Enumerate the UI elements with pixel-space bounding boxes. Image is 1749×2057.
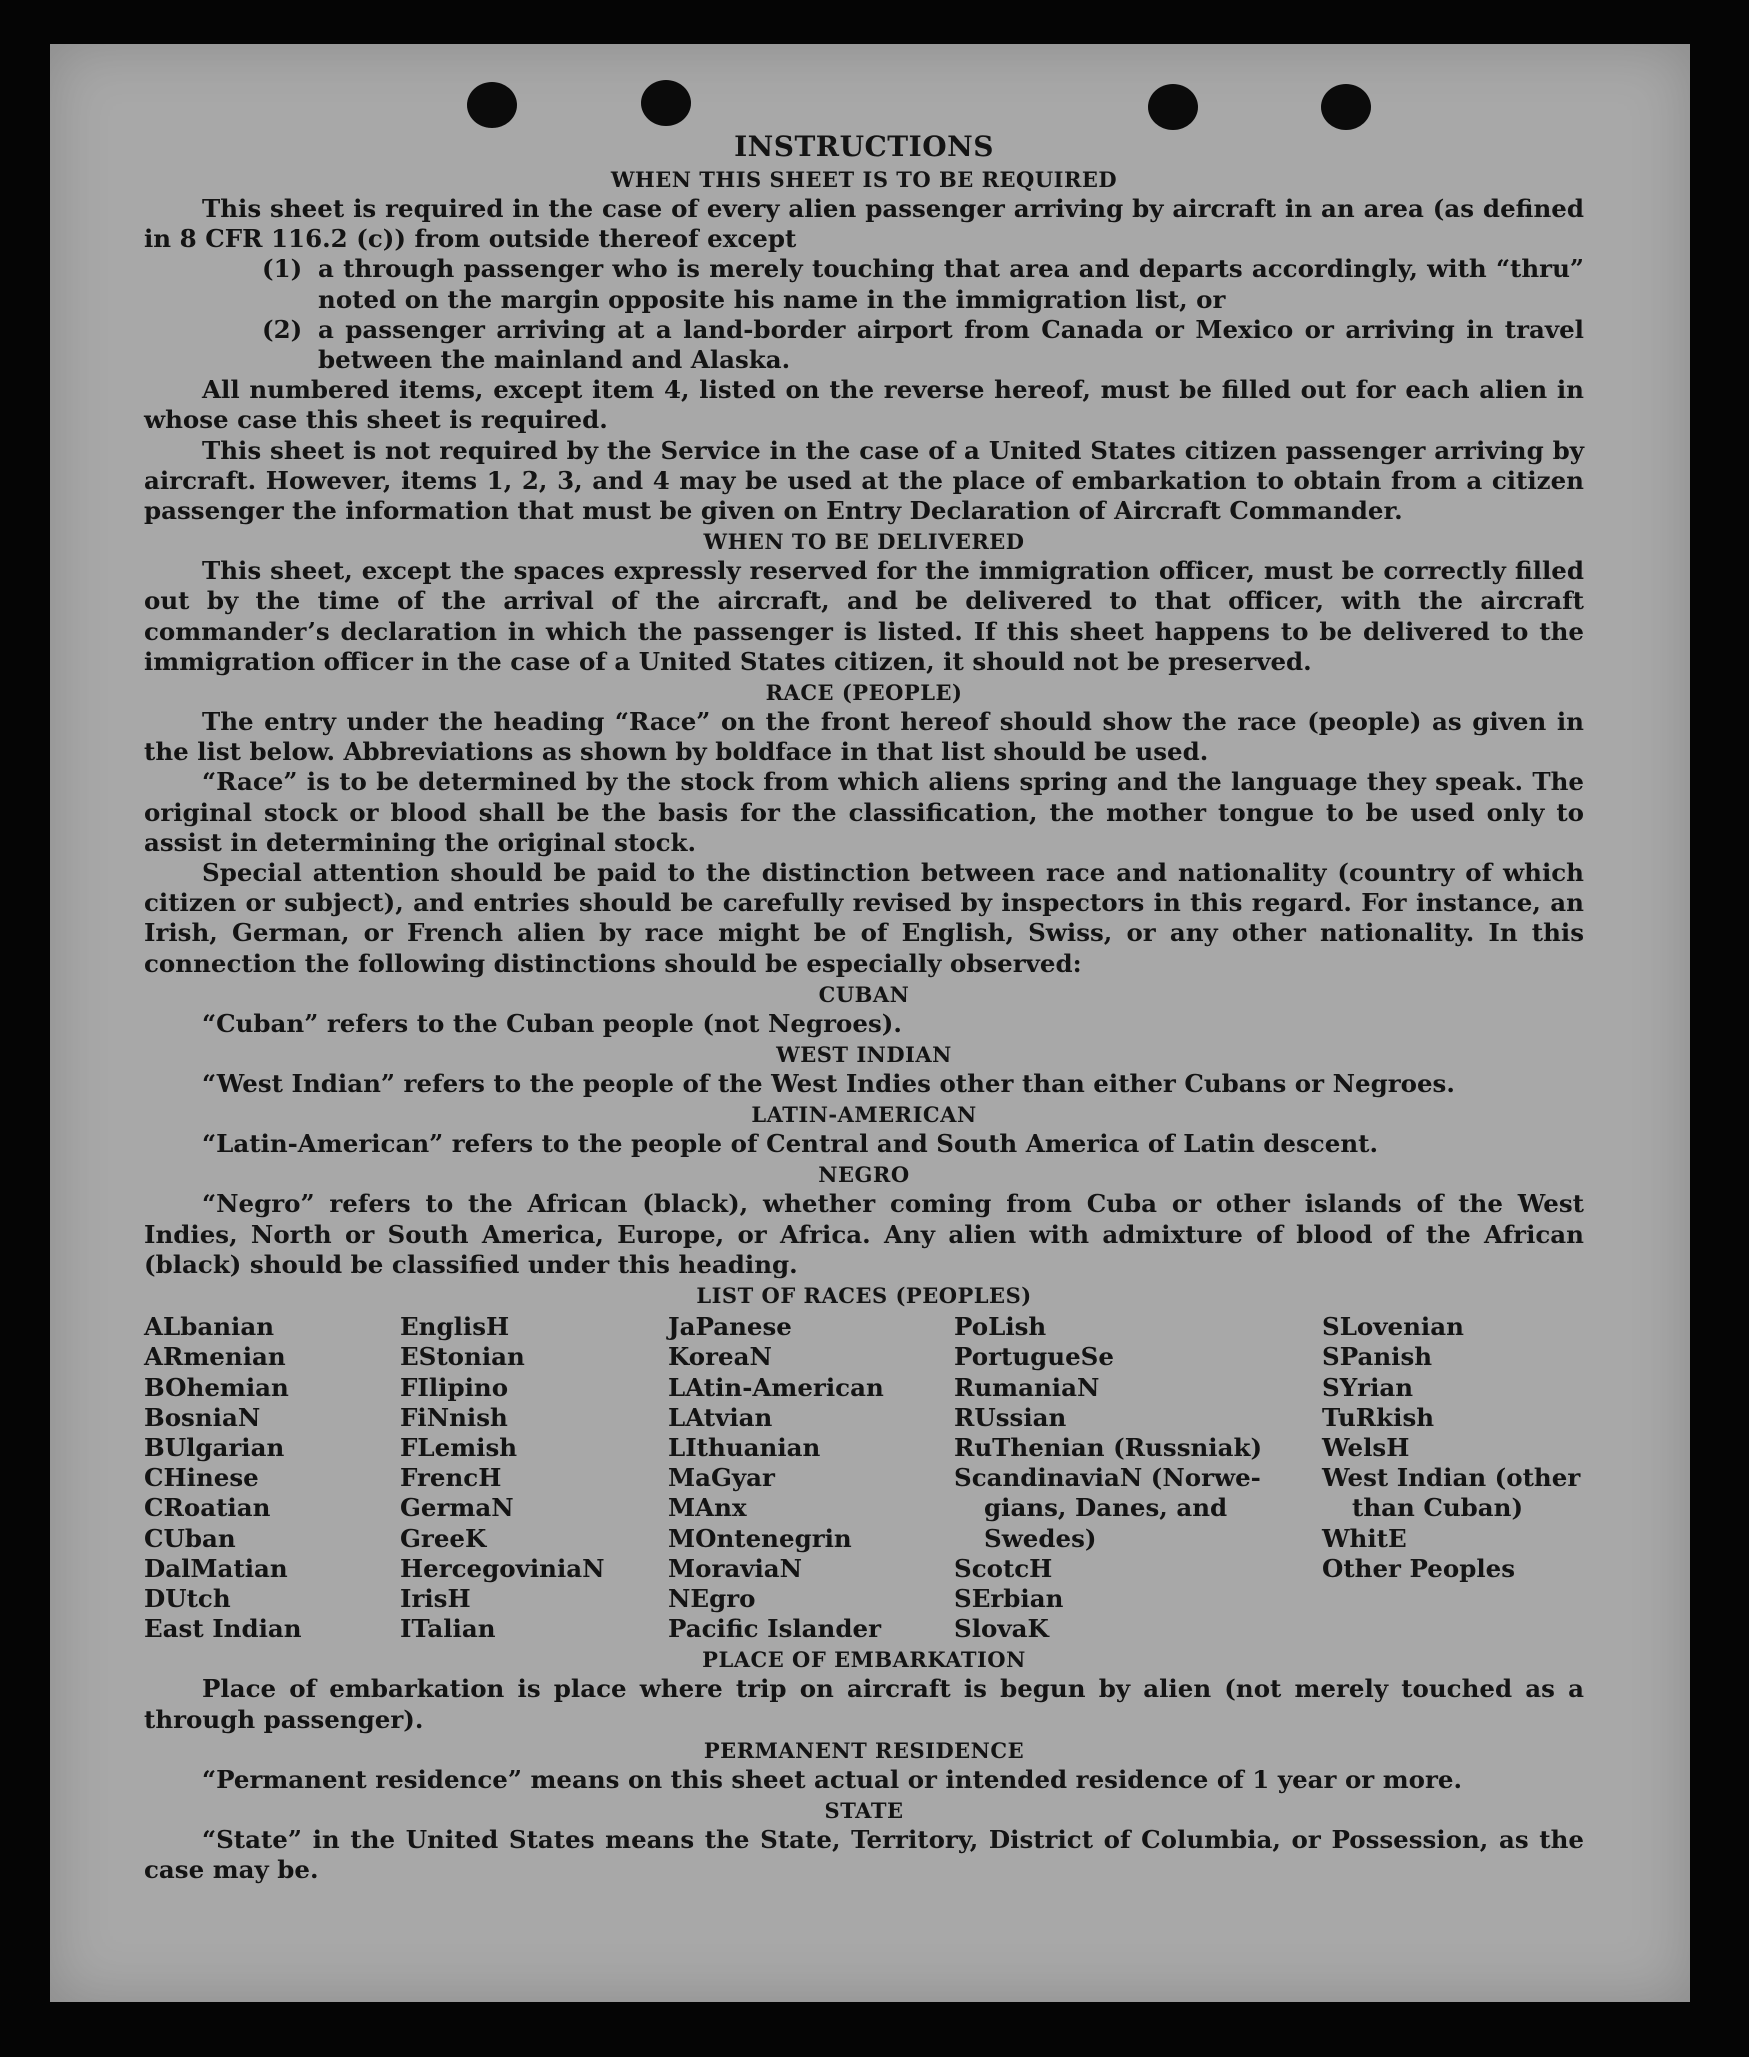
- race-entry: EStonian: [400, 1342, 525, 1372]
- list-item: [144, 315, 1584, 375]
- paragraph-citizen: This sheet is not required by the Service in the case of a United States citizen passenger arriving by aircraft. However, items 1, 2, 3, and 4 may be used at the place of embarkation to obtain from a citizen passenger the information that must be given on Entry Declaration of Aircraft Commander.: [144, 435, 1584, 526]
- paragraph-cuban: “Cuban” refers to the Cuban people (not Negroes).: [202, 1008, 902, 1038]
- item-text: a through passenger who is merely touching that area and departs accordingly, with “thru” noted on the margin opposite his name in the immigration list, or: [318, 254, 1584, 314]
- race-entry: EnglisH: [400, 1312, 510, 1342]
- race-entry: gians, Danes, and: [984, 1493, 1228, 1523]
- item-number: (2): [262, 314, 303, 344]
- section-heading-west-indian: WEST INDIAN: [776, 1042, 952, 1068]
- paragraph-state: “State” in the United States means the State, Territory, District of Columbia, or Possession, as the case may be.: [144, 1824, 1584, 1885]
- race-entry: LAtvian: [668, 1402, 773, 1432]
- race-entry: WelsH: [1322, 1432, 1410, 1462]
- section-heading-latin-american: LATIN-AMERICAN: [751, 1102, 977, 1128]
- race-entry: SErbian: [954, 1583, 1064, 1613]
- race-entry: GermaN: [400, 1493, 514, 1523]
- race-column-3: [668, 1312, 954, 1644]
- paragraph-race-3: Special attention should be paid to the distinction between race and nationality (country of which citizen or subject), and entries should be carefully revised by inspectors in this regard. For instance, an Irish, German, or French alien by race might be of English, Swiss, or any other nationality. In this connection the following distinctions should be especially observed:: [144, 858, 1584, 978]
- race-entry: DUtch: [144, 1583, 231, 1613]
- paragraph-numbered-items: All numbered items, except item 4, listed on the reverse hereof, must be filled out for each alien in whose case this sheet is required.: [144, 375, 1584, 435]
- race-entry: IrisH: [400, 1583, 471, 1613]
- race-entry: MaGyar: [668, 1463, 775, 1493]
- race-entry: ITalian: [400, 1614, 496, 1644]
- paragraph-delivered: This sheet, except the spaces expressly reserved for the immigration officer, must be correctly filled out by the time of the arrival of the aircraft, and be delivered to that officer, with the aircraft commander’s declaration in which the passenger is listed. If this sheet happens to be delivered to the immigration officer in the case of a United States citizen, it should not be preserved.: [144, 556, 1584, 676]
- punch-hole: [641, 80, 691, 126]
- race-column-1: [144, 1312, 400, 1644]
- list-item: [144, 254, 1584, 314]
- race-entry: TuRkish: [1322, 1402, 1435, 1432]
- section-heading-state: STATE: [824, 1797, 904, 1823]
- race-entry: CUban: [144, 1523, 236, 1553]
- document-page: [50, 44, 1690, 2002]
- race-entry: SPanish: [1322, 1342, 1433, 1372]
- section-heading-when-required: WHEN THIS SHEET IS TO BE REQUIRED: [610, 167, 1118, 192]
- paragraph-required-intro: This sheet is required in the case of every alien passenger arriving by aircraft in an area (as defined in 8 CFR 116.2 (c)) from outside thereof except: [144, 194, 1584, 254]
- race-list: [144, 1312, 1584, 1644]
- race-column-2: [400, 1312, 668, 1644]
- race-entry: East Indian: [144, 1614, 302, 1644]
- item-text: a passenger arriving at a land-border airport from Canada or Mexico or arriving in travel between the mainland and Alaska.: [318, 314, 1584, 375]
- race-entry: FLemish: [400, 1432, 518, 1462]
- punch-hole: [1148, 84, 1198, 130]
- race-entry: KoreaN: [668, 1342, 772, 1372]
- race-entry: BOhemian: [144, 1372, 289, 1402]
- race-column-4: [954, 1312, 1322, 1644]
- paragraph-race-2: “Race” is to be determined by the stock from which aliens spring and the language they speak. The original stock or blood shall be the basis for the classification, the mother tongue to be used only to assist in determining the original stock.: [144, 767, 1584, 857]
- item-number: (1): [262, 254, 303, 284]
- race-entry: SlovaK: [954, 1614, 1049, 1644]
- race-entry: NEgro: [668, 1583, 756, 1613]
- paragraph-race-1: The entry under the heading “Race” on the front hereof should show the race (people) as given in the list below. Abbreviations as shown by boldface in that list should be used.: [144, 707, 1584, 767]
- section-heading-list-of-races: LIST OF RACES (PEOPLES): [696, 1283, 1032, 1309]
- race-entry: CRoatian: [144, 1493, 271, 1523]
- race-entry: MAnx: [668, 1493, 747, 1523]
- race-entry: PortugueSe: [954, 1342, 1114, 1372]
- race-entry: SLovenian: [1322, 1312, 1464, 1342]
- race-entry: RuThenian (Russniak): [954, 1432, 1263, 1462]
- race-entry: BUlgarian: [144, 1432, 285, 1462]
- race-entry: West Indian (other: [1322, 1463, 1581, 1493]
- race-entry: than Cuban): [1352, 1493, 1524, 1523]
- paragraph-embarkation: Place of embarkation is place where trip on aircraft is begun by alien (not merely touched as a through passenger).: [144, 1674, 1584, 1734]
- race-entry: FiNnish: [400, 1402, 508, 1432]
- race-entry: LAtin-American: [668, 1372, 884, 1402]
- race-entry: GreeK: [400, 1523, 487, 1553]
- race-entry: LIthuanian: [668, 1432, 821, 1462]
- section-heading-cuban: CUBAN: [818, 981, 910, 1007]
- race-entry: MoraviaN: [668, 1553, 803, 1583]
- race-column-5: [1322, 1312, 1584, 1644]
- punch-hole: [467, 82, 517, 128]
- race-entry: CHinese: [144, 1463, 259, 1493]
- paragraph-west-indian: “West Indian” refers to the people of the West Indies other than either Cubans or Negroes.: [202, 1069, 1455, 1099]
- race-entry: JaPanese: [668, 1312, 792, 1342]
- race-entry: FIlipino: [400, 1372, 509, 1402]
- race-entry: Other Peoples: [1322, 1553, 1516, 1583]
- race-entry: ARmenian: [144, 1342, 286, 1372]
- section-heading-embarkation: PLACE OF EMBARKATION: [702, 1647, 1026, 1673]
- instructions-content: [144, 130, 1584, 1885]
- section-heading-negro: NEGRO: [818, 1162, 910, 1188]
- race-entry: FrencH: [400, 1463, 502, 1493]
- section-heading-when-delivered: WHEN TO BE DELIVERED: [703, 529, 1025, 555]
- race-entry: PoLish: [954, 1312, 1047, 1342]
- race-entry: ALbanian: [144, 1312, 275, 1342]
- page-title: INSTRUCTIONS: [734, 130, 994, 163]
- race-entry: DalMatian: [144, 1553, 288, 1583]
- race-entry: Pacific Islander: [668, 1614, 881, 1644]
- race-entry: MOntenegrin: [668, 1523, 852, 1553]
- race-entry: Swedes): [984, 1523, 1097, 1553]
- race-entry: RumaniaN: [954, 1372, 1100, 1402]
- paragraph-latin-american: “Latin-American” refers to the people of Central and South America of Latin descent.: [202, 1129, 1378, 1159]
- race-entry: ScotcH: [954, 1553, 1053, 1583]
- race-entry: BosniaN: [144, 1402, 261, 1432]
- paragraph-residence: “Permanent residence” means on this sheet actual or intended residence of 1 year or more.: [202, 1764, 1463, 1794]
- race-entry: ScandinaviaN (Norwe-: [954, 1463, 1261, 1493]
- race-entry: WhitE: [1322, 1523, 1407, 1553]
- race-entry: SYrian: [1322, 1372, 1414, 1402]
- section-heading-residence: PERMANENT RESIDENCE: [703, 1737, 1025, 1763]
- race-entry: HercegoviniaN: [400, 1553, 605, 1583]
- punch-hole: [1321, 84, 1371, 130]
- race-entry: RUssian: [954, 1402, 1067, 1432]
- section-heading-race: RACE (PEOPLE): [765, 680, 963, 706]
- paragraph-negro: “Negro” refers to the African (black), whether coming from Cuba or other islands of the West Indies, North or South America, Europe, or Africa. Any alien with admixture of blood of the African (black) should be classified under this heading.: [144, 1189, 1584, 1279]
